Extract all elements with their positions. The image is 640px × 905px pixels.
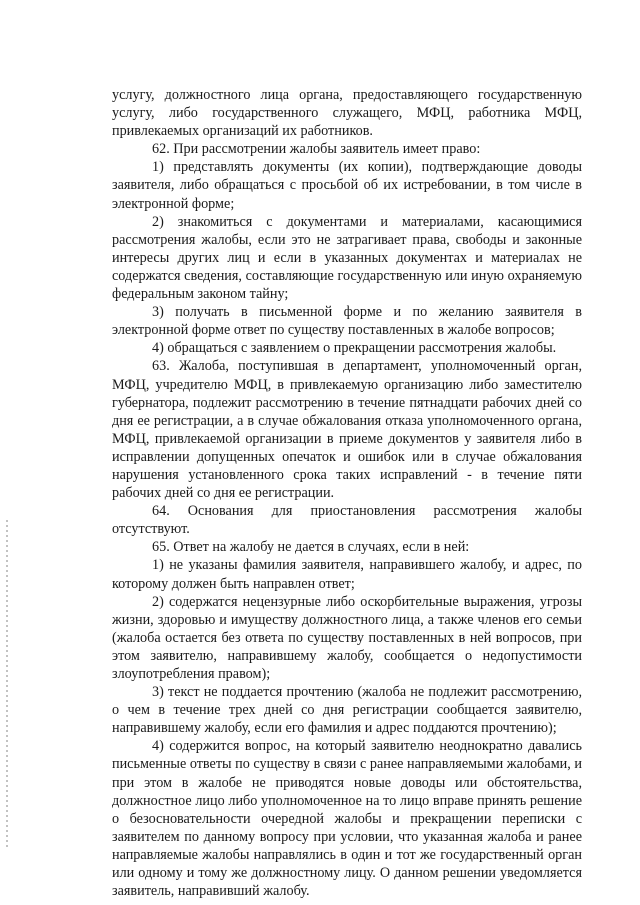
paragraph-62-item-1: 1) представлять документы (их копии), подтверждающие доводы заявителя, либо обращаться с просьбой об их истребовании, в том числе в электронной форме; [112, 159, 582, 212]
paragraph-62-item-4: 4) обращаться с заявлением о прекращении рассмотрения жалобы. [152, 340, 557, 357]
paragraph-continuation: услугу, должностного лица органа, предоставляющего государственную услугу, либо государственного служащего, МФЦ, работника МФЦ, привлекаемых организаций их работников. [112, 87, 582, 140]
paragraph-62: 62. При рассмотрении жалобы заявитель имеет право: [152, 141, 481, 158]
paragraph-65: 65. Ответ на жалобу не дается в случаях, если в ней: [152, 539, 470, 556]
paragraph-62-item-3: 3) получать в письменной форме и по желанию заявителя в электронной форме ответ по существу поставленных в жалобе вопросов; [112, 304, 582, 339]
paragraph-62-item-2: 2) знакомиться с документами и материалами, касающимися рассмотрения жалобы, если это не затрагивает права, свободы и законные интересы других лиц и если в указанных документах и материалах не содержатся сведения, составляющие государственную или иную охраняемую федеральным законом тайну; [112, 213, 582, 303]
paragraph-65-item-1: 1) не указаны фамилия заявителя, направившего жалобу, и адрес, по которому должен быть направлен ответ; [112, 557, 582, 592]
paragraph-65-item-4: 4) содержится вопрос, на который заявителю неоднократно давались письменные ответы по существу в связи с ранее направляемыми жалобами, и при этом в жалобе не приводятся новые доводы или обстоятельства, должностное лицо либо уполномоченное на то лицо вправе принять решение о безосновательности очередной жалобы и прекращении переписки с заявителем по данному вопросу при условии, что указанная жалоба и ранее направляемые жалобы направлялись в один и тот же государственный орган или одному и тому же должностному лицу. О данном решении уведомляется заявитель, направивший жалобу. [112, 738, 582, 900]
paragraph-64: 64. Основания для приостановления рассмотрения жалобы отсутствуют. [112, 503, 582, 538]
paragraph-65-item-2: 2) содержатся нецензурные либо оскорбительные выражения, угрозы жизни, здоровью и имуществу должностного лица, а также членов его семьи (жалоба остается без ответа по существу поставленных в ней вопросов, при этом заявителю, направившему жалобу, сообщается о недопустимости злоупотребления правом); [112, 593, 582, 682]
paragraph-65-item-3: 3) текст не поддается прочтению (жалоба не подлежит рассмотрению, о чем в течение трех дней со дня регистрации сообщается заявителю, направившему жалобу, если его фамилия и адрес поддаются прочтению); [112, 684, 582, 737]
scan-edge-mark [6, 520, 8, 850]
paragraph-63: 63. Жалоба, поступившая в департамент, уполномоченный орган, МФЦ, учредителю МФЦ, в привлекаемую организацию либо заместителю губернатора, подлежит рассмотрению в течение пятнадцати рабочих дней со дня ее регистрации, а в случае обжалования отказа уполномоченного органа, МФЦ, привлекаемой организации в приеме документов у заявителя либо в исправлении допущенных опечаток и ошибок или в случае обжалования нарушения установленного срока таких исправлений - в течение пяти рабочих дней со дня ее регистрации. [112, 358, 582, 502]
document-body [112, 86, 582, 900]
